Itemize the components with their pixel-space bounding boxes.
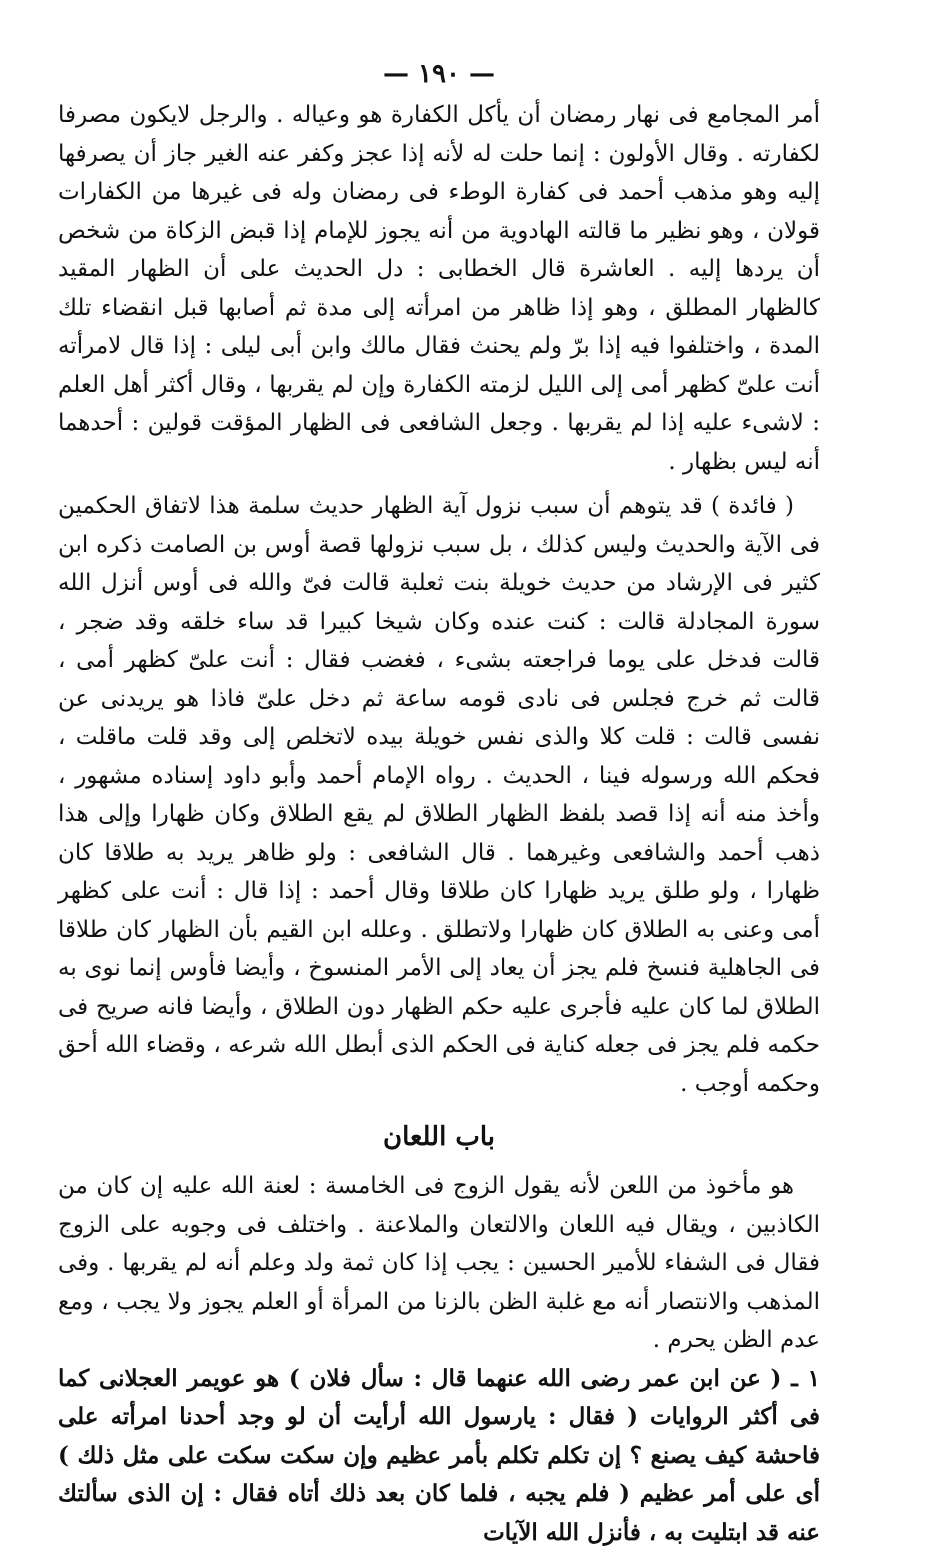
page-number: — ١٩٠ — xyxy=(58,56,820,96)
paragraph-lian-definition: هو مأخوذ من اللعن لأنه يقول الزوج فى الخامسة : لعنة الله عليه إن كان من الكاذبين ، ويقال فيه اللعان والالتعان والملاعنة . واختلف فى وجوبه على الزوج فقال فى الشفاء للأمير الحسين : يجب إذا كان ثمة ولد وعلم أنه لم يقربها . وفى المذهب والانتصار أنه مع غلبة الظن بالزنا من المرأة أو العلم يجوز ولا يجب ، ومع عدم الظن يحرم . xyxy=(58,1167,820,1360)
paragraph-faida: ( فائدة ) قد يتوهم أن سبب نزول آية الظهار حديث سلمة هذا لاتفاق الحكمين فى الآية والحديث وليس كذلك ، بل سبب نزولها قصة أوس بن الصامت ذكره ابن كثير فى الإرشاد من حديث خويلة بنت ثعلبة قالت فىّ والله فى أوس أنزل الله سورة المجادلة قالت : كنت عنده وكان شيخا كبيرا قد ساء خلقه وقد ضجر ، قالت فدخل على يوما فراجعته بشىء ، فغضب فقال : أنت علىّ كظهر أمى ، قالت ثم خرج فجلس فى نادى قومه ساعة ثم دخل علىّ فاذا هو يريدنى عن نفسى قالت : قلت كلا والذى نفس خويلة بيده لاتخلص إلى وقد قلت ماقلت ، فحكم الله ورسوله فينا ، الحديث . رواه الإمام أحمد وأبو داود إسناده مشهور ، وأخذ منه أنه إذا قصد بلفظ الظهار الطلاق لم يقع الطلاق وكان ظهارا وإلى هذا ذهب أحمد والشافعى وغيرهما . قال الشافعى : ولو ظاهر يريد به طلاقا كان ظهارا ، ولو طلق يريد ظهارا كان طلاقا وقال أحمد : إذا قال : أنت على كظهر أمى وعنى به الطلاق كان ظهارا ولاتطلق . وعلله ابن القيم بأن الظهار كان طلاقا فى الجاهلية فنسخ فلم يجز أن يعاد إلى الأمر المنسوخ ، وأيضا فأوس إنما نوى به الطلاق لما كان عليه فأجرى عليه حكم الظهار دون الطلاق ، وأيضا فانه صريح فى حكمه فلم يجز فى جعله كناية فى الحكم الذى أبطل الله شرعه ، وقضاء الله أحق وحكمه أوجب . xyxy=(58,487,820,1103)
paragraph-kaffara: أمر المجامع فى نهار رمضان أن يأكل الكفارة هو وعياله . والرجل لايكون مصرفا لكفارته . وقال الأولون : إنما حلت له لأنه إذا عجز وكفر عنه الغير جاز أن يصرفها إليه وهو مذهب أحمد فى كفارة الوطء فى رمضان وله فى غيرها من الكفارات قولان ، وهو نظير ما قالته الهادوية من أنه يجوز للإمام إذا قبض الزكاة من شخص أن يردها إليه . العاشرة قال الخطابى : دل الحديث على أن الظهار المقيد كالظهار المطلق ، وهو إذا ظاهر من امرأته إلى مدة ثم أصابها قبل انقضاء تلك المدة ، واختلفوا فيه إذا برّ ولم يحنث فقال مالك وابن أبى ليلى : إذا قال لامرأته أنت علىّ كظهر أمى إلى الليل لزمته الكفارة وإن لم يقربها ، وقال أكثر أهل العلم : لاشىء عليه إذا لم يقربها . وجعل الشافعى فى الظهار المؤقت قولين : أحدهما أنه ليس بظهار . xyxy=(58,96,820,481)
section-heading: باب اللعان xyxy=(58,1117,820,1157)
document-page xyxy=(58,56,820,1356)
paragraph-hadith-1: ١ ـ ( عن ابن عمر رضى الله عنهما قال : سأل فلان ) هو عويمر العجلانى كما فى أكثر الروايات ( فقال : يارسول الله أرأيت أن لو وجد أحدنا امرأته على فاحشة كيف يصنع ؟ إن تكلم تكلم بأمر عظيم وإن سكت سكت على مثل ذلك ) أى على أمر عظيم ( فلم يجبه ، فلما كان بعد ذلك أتاه فقال : إن الذى سألتك عنه قد ابتليت به ، فأنزل الله الآيات xyxy=(58,1360,820,1552)
